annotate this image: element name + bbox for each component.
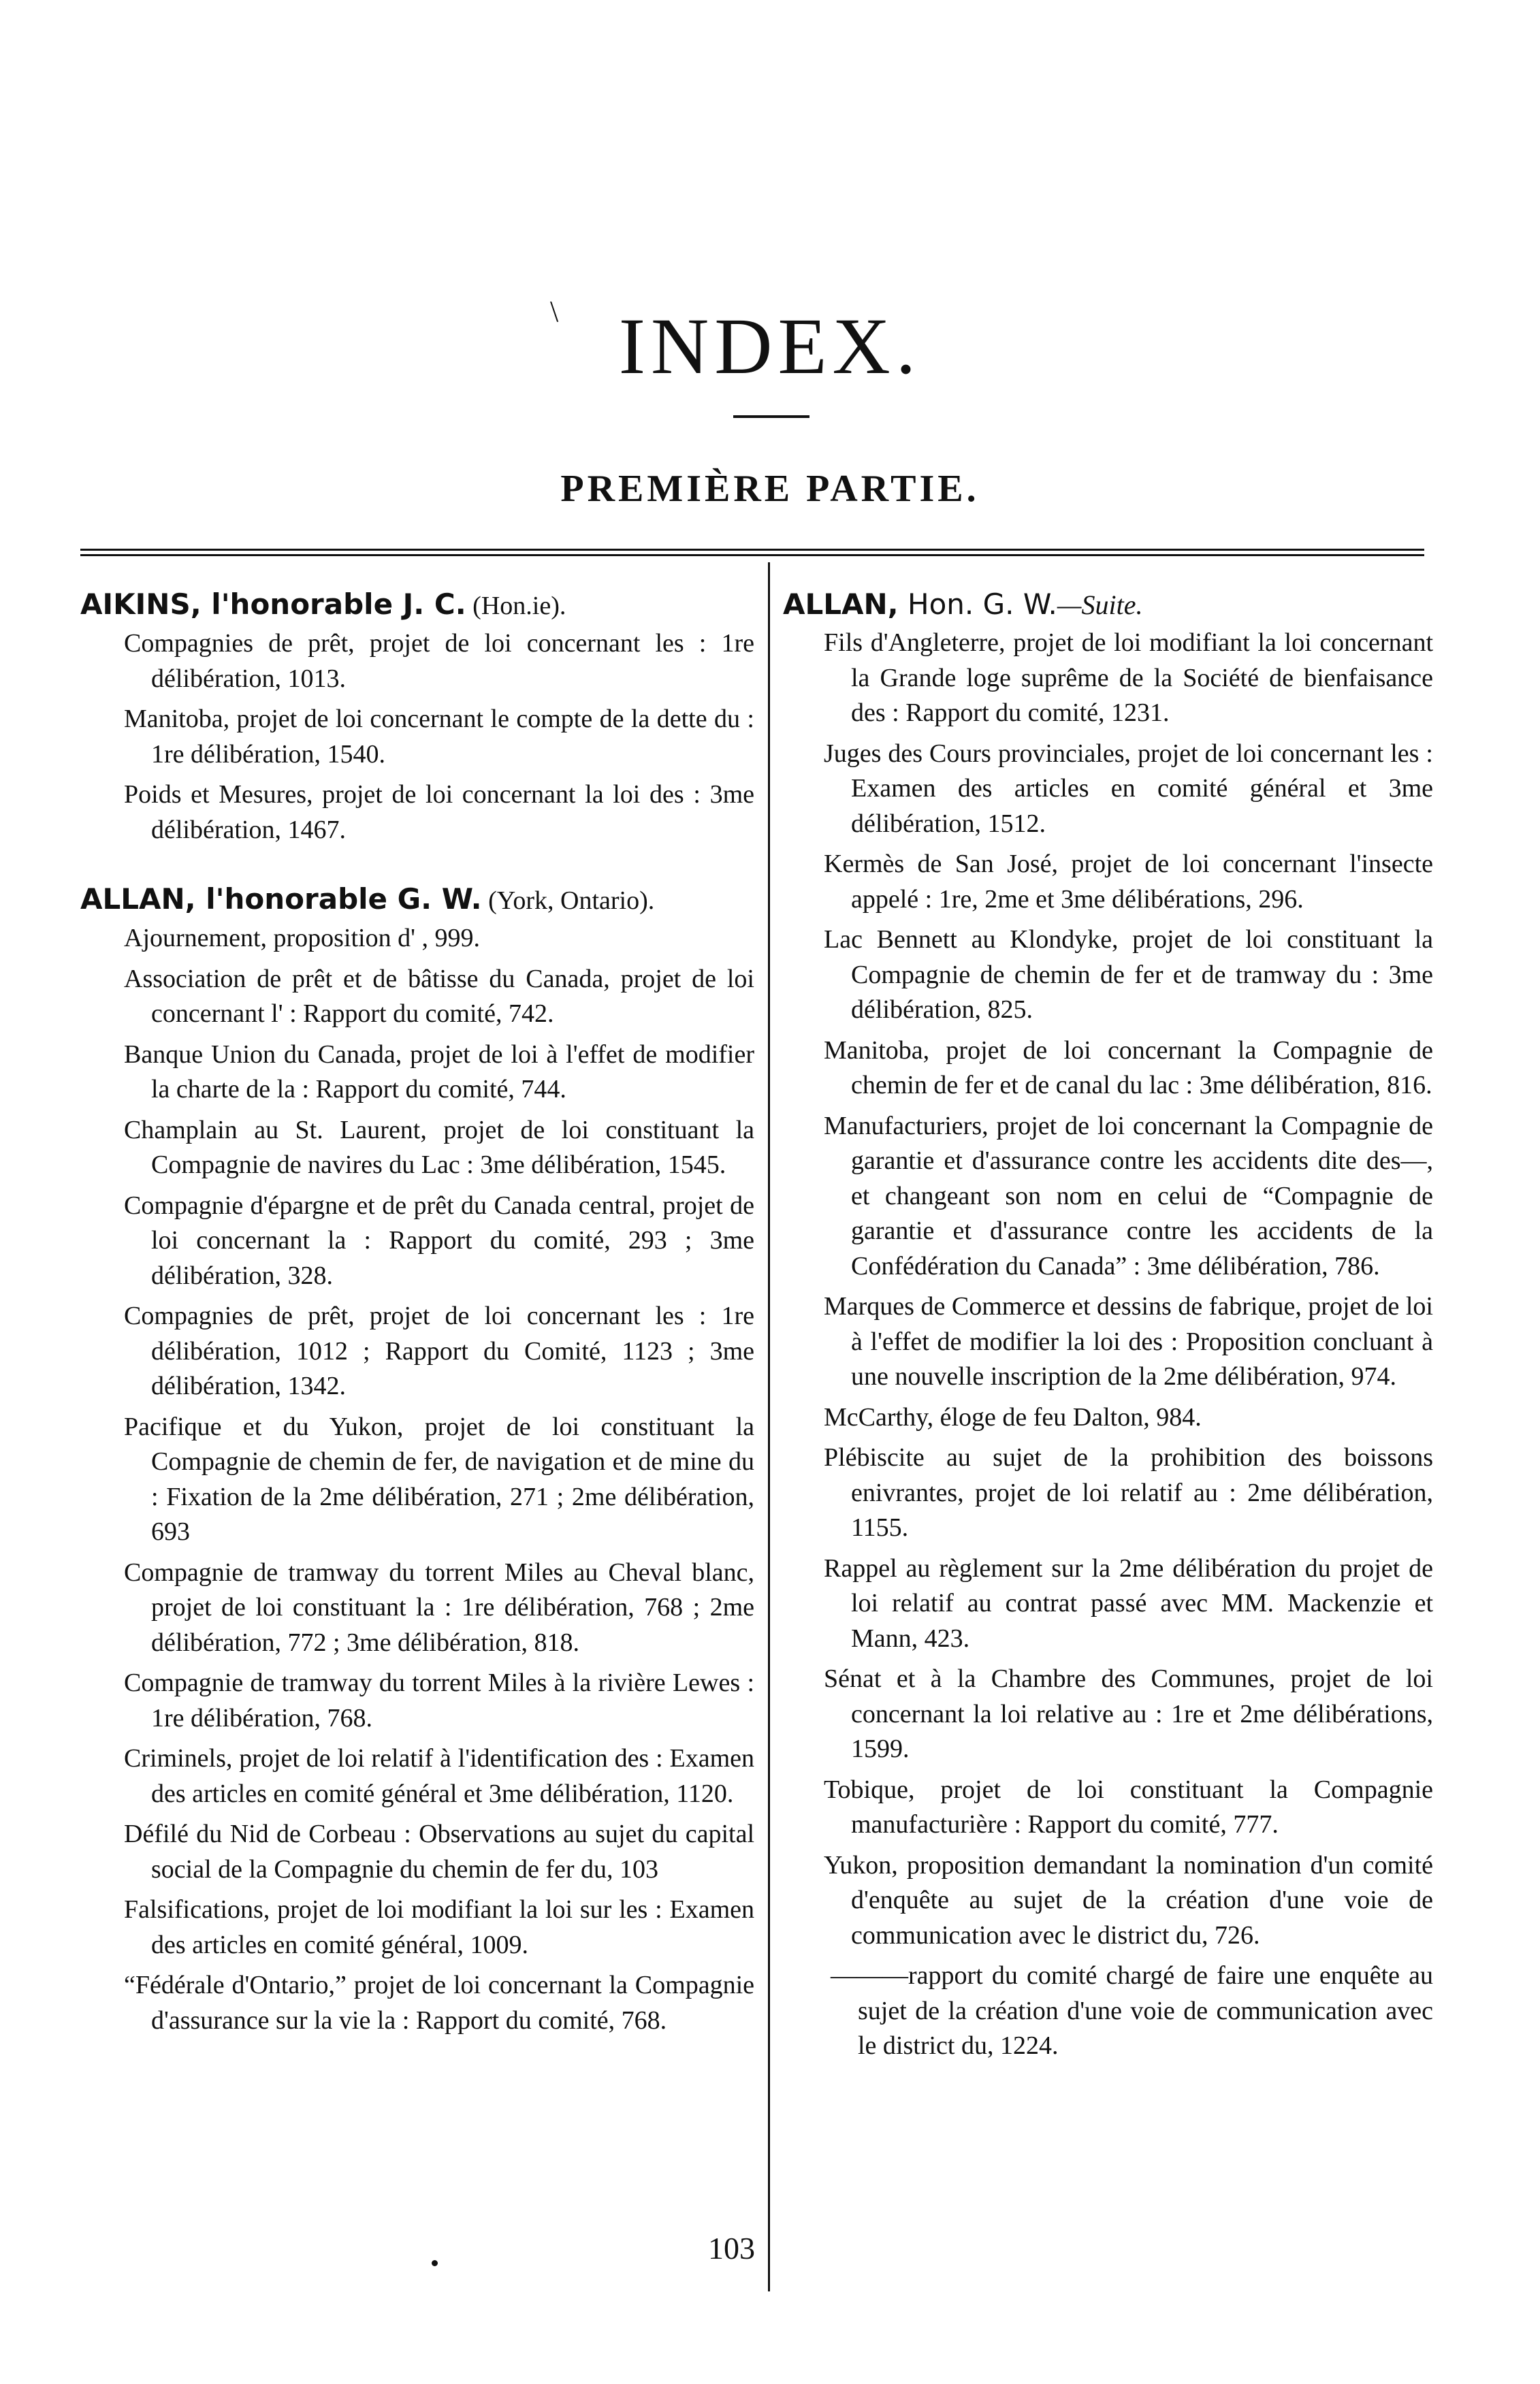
index-entry: Lac Bennett au Klondyke, projet de loi constituant la Compagnie de chemin de fer et de tramway du : 3me délibération, 825. (824, 925, 1433, 1024)
index-entry: Défilé du Nid de Corbeau : Observations au sujet du capital social de la Compagnie du chemin de fer du, 103 (124, 1820, 754, 1884)
heading-rest: Hon. G. W. (898, 587, 1057, 621)
index-heading-allan-suite (783, 584, 1433, 626)
index-entry: Compagnie de tramway du torrent Miles au Cheval blanc, projet de loi constituant la : 1re délibération, 768 ; 2me délibération, 772 ; 3me délibération, 818. (124, 1558, 754, 1657)
index-entry: Kermès de San José, projet de loi concernant l'insecte appelé : 1re, 2me et 3me délibérations, 296. (824, 850, 1433, 914)
double-rule-divider (80, 549, 1424, 556)
index-entry: ———rapport du comité chargé de faire une enquête au sujet de la création d'une voie de communication avec le district du, 1224. (831, 1961, 1433, 2060)
index-entry: Juges des Cours provinciales, projet de loi concernant les : Examen des articles en comité général et 3me délibération, 1512. (824, 739, 1433, 838)
index-entry: Association de prêt et de bâtisse du Canada, projet de loi concernant l' : Rapport du comité, 742. (124, 964, 754, 1028)
index-entry: Banque Union du Canada, projet de loi à l'effet de modifier la charte de la : Rapport du comité, 744. (124, 1040, 754, 1104)
index-entry: Manitoba, projet de loi concernant le compte de la dette du : 1re délibération, 1540. (124, 705, 754, 769)
index-heading-aikins (80, 584, 754, 626)
index-entry: Plébiscite au sujet de la prohibition des boissons enivrantes, projet de loi relatif au : 2me délibération, 1155. (824, 1443, 1433, 1542)
heading-suffix: (York, Ontario). (481, 886, 655, 915)
index-entry: Sénat et à la Chambre des Communes, projet de loi concernant la loi relative au : 1re et 2me délibérations, 1599. (824, 1664, 1433, 1763)
index-entry: Compagnie d'épargne et de prêt du Canada central, projet de loi concernant la : Rapport du comité, 293 ; 3me délibération, 328. (124, 1191, 754, 1290)
ink-dot (432, 2260, 438, 2266)
heading-name: ALLAN, (80, 882, 196, 916)
page-number: 103 (708, 2231, 755, 2266)
index-entry: Yukon, proposition demandant la nomination d'un comité d'enquête au sujet de la création d'une voie de communication avec le district du, 726. (824, 1850, 1433, 1950)
title-rule (733, 415, 809, 418)
index-entry: Poids et Mesures, projet de loi concernant la loi des : 3me délibération, 1467. (124, 780, 754, 844)
index-entry: “Fédérale d'Ontario,” projet de loi concernant la Compagnie d'assurance sur la vie la : Rapport du comité, 768. (124, 1971, 754, 2035)
index-entry: Compagnie de tramway du torrent Miles à la rivière Lewes : 1re délibération, 768. (124, 1669, 754, 1733)
heading-suffix: —Suite. (1057, 590, 1143, 620)
page-title: INDEX. (618, 302, 922, 391)
right-column (783, 584, 1433, 2069)
heading-rest: l'honorable J. C. (201, 587, 466, 621)
column-divider (768, 562, 770, 2291)
index-entry: Champlain au St. Laurent, projet de loi constituant la Compagnie de navires du Lac : 3me délibération, 1545. (124, 1115, 754, 1179)
index-entry: Fils d'Angleterre, projet de loi modifiant la loi concernant la Grande loge suprême de la Société de bienfaisance des : Rapport du comité, 1231. (824, 628, 1433, 727)
index-heading-allan (80, 879, 754, 921)
index-entry: McCarthy, éloge de feu Dalton, 984. (824, 1402, 1202, 1432)
page-subtitle: PREMIÈRE PARTIE. (560, 468, 980, 510)
index-entry: Compagnies de prêt, projet de loi concernant les : 1re délibération, 1012 ; Rapport du Comité, 1123 ; 3me délibération, 1342. (124, 1302, 754, 1400)
index-entry: Manufacturiers, projet de loi concernant la Compagnie de garantie et d'assurance contre les accidents dite des—, et changeant son nom en celui de “Compagnie de garantie et d'assurance contre les accidents de la Confédération du Canada” : 3me délibération, 786. (824, 1111, 1433, 1280)
tick-mark: \ (550, 295, 559, 328)
index-entry: Ajournement, proposition d' , 999. (124, 924, 480, 952)
section-gap (80, 853, 754, 879)
index-entry: Manitoba, projet de loi concernant la Compagnie de chemin de fer et de canal du lac : 3me délibération, 816. (824, 1035, 1433, 1099)
index-entry: Tobique, projet de loi constituant la Compagnie manufacturière : Rapport du comité, 777. (824, 1775, 1433, 1839)
index-entry: Marques de Commerce et dessins de fabrique, projet de loi à l'effet de modifier la loi des : Proposition concluant à une nouvelle inscription de la 2me délibération, 974. (824, 1292, 1433, 1391)
index-entry: Falsifications, projet de loi modifiant la loi sur les : Examen des articles en comité général, 1009. (124, 1895, 754, 1959)
index-entry: Rappel au règlement sur la 2me délibération du projet de loi relatif au contrat passé avec MM. Mackenzie et Mann, 423. (824, 1553, 1433, 1653)
index-entry: Compagnies de prêt, projet de loi concernant les : 1re délibération, 1013. (124, 629, 754, 693)
heading-name: AIKINS, (80, 587, 202, 621)
heading-rest: l'honorable G. W. (195, 882, 482, 916)
heading-name: ALLAN, (783, 587, 899, 621)
heading-suffix: (Hon.ie). (466, 592, 566, 620)
left-column (80, 584, 754, 2044)
index-entry: Pacifique et du Yukon, projet de loi constituant la Compagnie de chemin de fer, de navigation et de mine du : Fixation de la 2me délibération, 271 ; 2me délibération, 693 (124, 1412, 754, 1546)
index-entry: Criminels, projet de loi relatif à l'identification des : Examen des articles en comité général et 3me délibération, 1120. (124, 1744, 754, 1808)
